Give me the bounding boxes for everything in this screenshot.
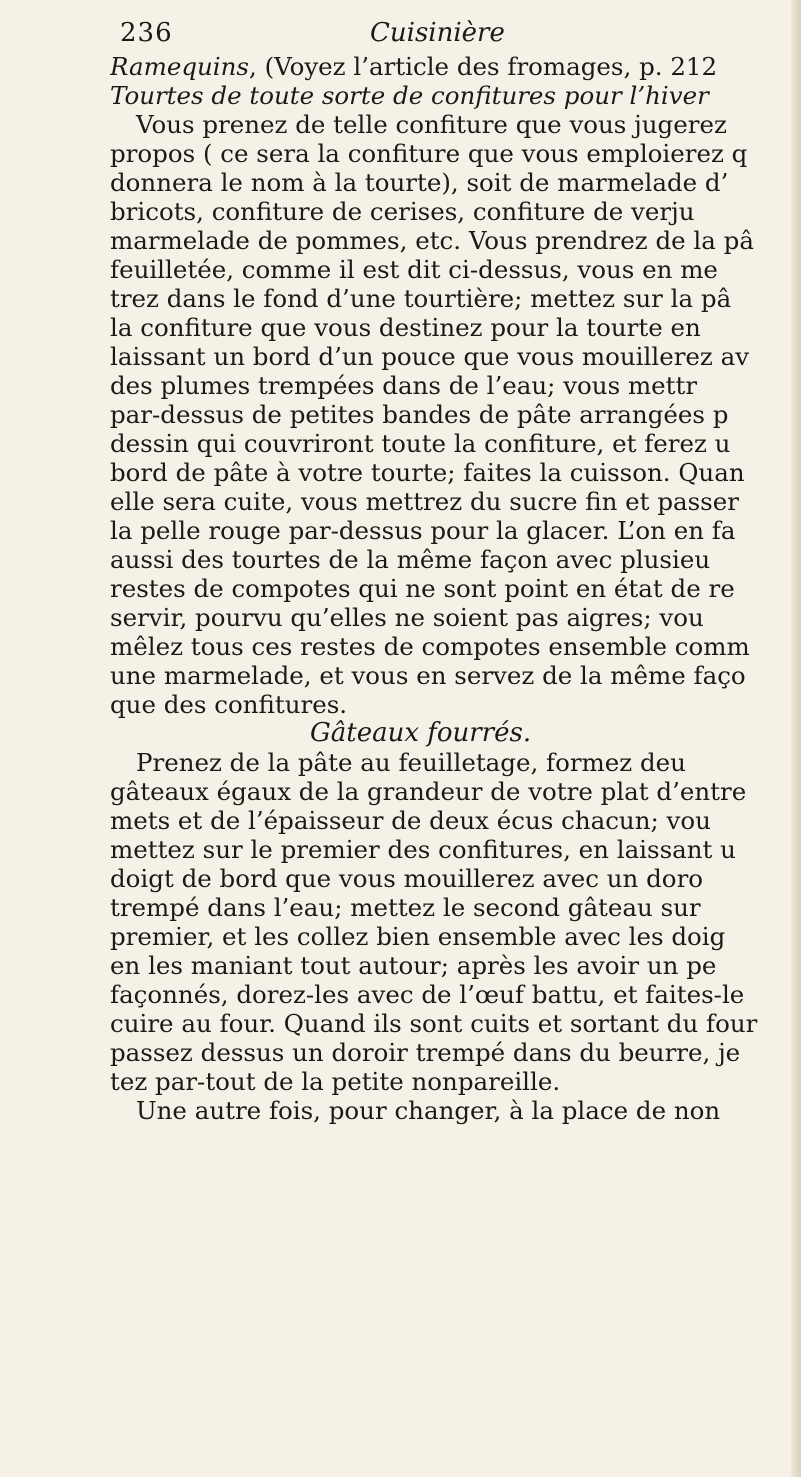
text-line: des plumes trempées dans de l’eau; vous mettr [110, 371, 698, 400]
running-head: Cuisinière [370, 18, 505, 48]
text-line: feuilletée, comme il est dit ci-dessus, vous en me [110, 255, 718, 284]
text-line: en les maniant tout autour; après les avoir un pe [110, 951, 717, 980]
page-edge [791, 0, 801, 1477]
text-line: propos ( ce sera la confiture que vous emploierez q [110, 139, 748, 168]
text-line: la confiture que vous destinez pour la tourte en [110, 313, 701, 342]
text-line [110, 52, 790, 81]
text-line: la pelle rouge par-dessus pour la glacer. L’on en fa [110, 516, 736, 545]
text-line: façonnés, dorez-les avec de l’œuf battu, et faites-le [110, 980, 745, 1009]
text-line: trempé dans l’eau; mettez le second gâteau sur [110, 893, 701, 922]
text-line: gâteaux égaux de la grandeur de votre plat d’entre [110, 777, 747, 806]
text-line: mêlez tous ces restes de compotes ensemble comm [110, 632, 750, 661]
text-line: une marmelade, et vous en servez de la même faço [110, 661, 746, 690]
page-text [110, 52, 790, 1125]
section-title-tourtes: Tourtes de toute sorte de confitures pour l’hiver [110, 81, 709, 110]
text-line: trez dans le fond d’une tourtière; mettez sur la pâ [110, 284, 732, 313]
text-line: dessin qui couvriront toute la confiture, et ferez u [110, 429, 731, 458]
text-line: tez par-tout de la petite nonpareille. [110, 1067, 561, 1096]
text-line: que des confitures. [110, 690, 348, 719]
text-line: laissant un bord d’un pouce que vous mouillerez av [110, 342, 750, 371]
text-line: marmelade de pommes, etc. Vous prendrez de la pâ [110, 226, 754, 255]
text-line: donnera le nom à la tourte), soit de marmelade d’ [110, 168, 729, 197]
text-line: Prenez de la pâte au feuilletage, formez deu [136, 748, 686, 777]
text-line: bricots, confiture de cerises, confiture de verju [110, 197, 695, 226]
entry-title-ramequins: Ramequins [110, 52, 249, 81]
text-line: doigt de bord que vous mouillerez avec un doro [110, 864, 704, 893]
page-number: 236 [120, 18, 173, 48]
text-line: elle sera cuite, vous mettrez du sucre fin et passer [110, 487, 739, 516]
text-line: passez dessus un doroir trempé dans du beurre, je [110, 1038, 741, 1067]
text-line: Une autre fois, pour changer, à la place de non [136, 1096, 721, 1125]
text-line: restes de compotes qui ne sont point en état de re [110, 574, 735, 603]
text-line: cuire au four. Quand ils sont cuits et sortant du four [110, 1009, 758, 1038]
text-line: aussi des tourtes de la même façon avec plusieu [110, 545, 711, 574]
text-line: mets et de l’épaisseur de deux écus chacun; vou [110, 806, 711, 835]
text-line: mettez sur le premier des confitures, en laissant u [110, 835, 736, 864]
text-line: bord de pâte à votre tourte; faites la cuisson. Quan [110, 458, 745, 487]
text-line: par-dessus de petites bandes de pâte arrangées p [110, 400, 729, 429]
section-title-gateaux: Gâteaux fourrés. [310, 719, 532, 748]
text-line: premier, et les collez bien ensemble avec les doig [110, 922, 726, 951]
text-run: , (Voyez l’article des fromages, p. 212 [249, 52, 718, 81]
text-line: Vous prenez de telle confiture que vous jugerez [136, 110, 727, 139]
text-line: servir, pourvu qu’elles ne soient pas aigres; vou [110, 603, 704, 632]
